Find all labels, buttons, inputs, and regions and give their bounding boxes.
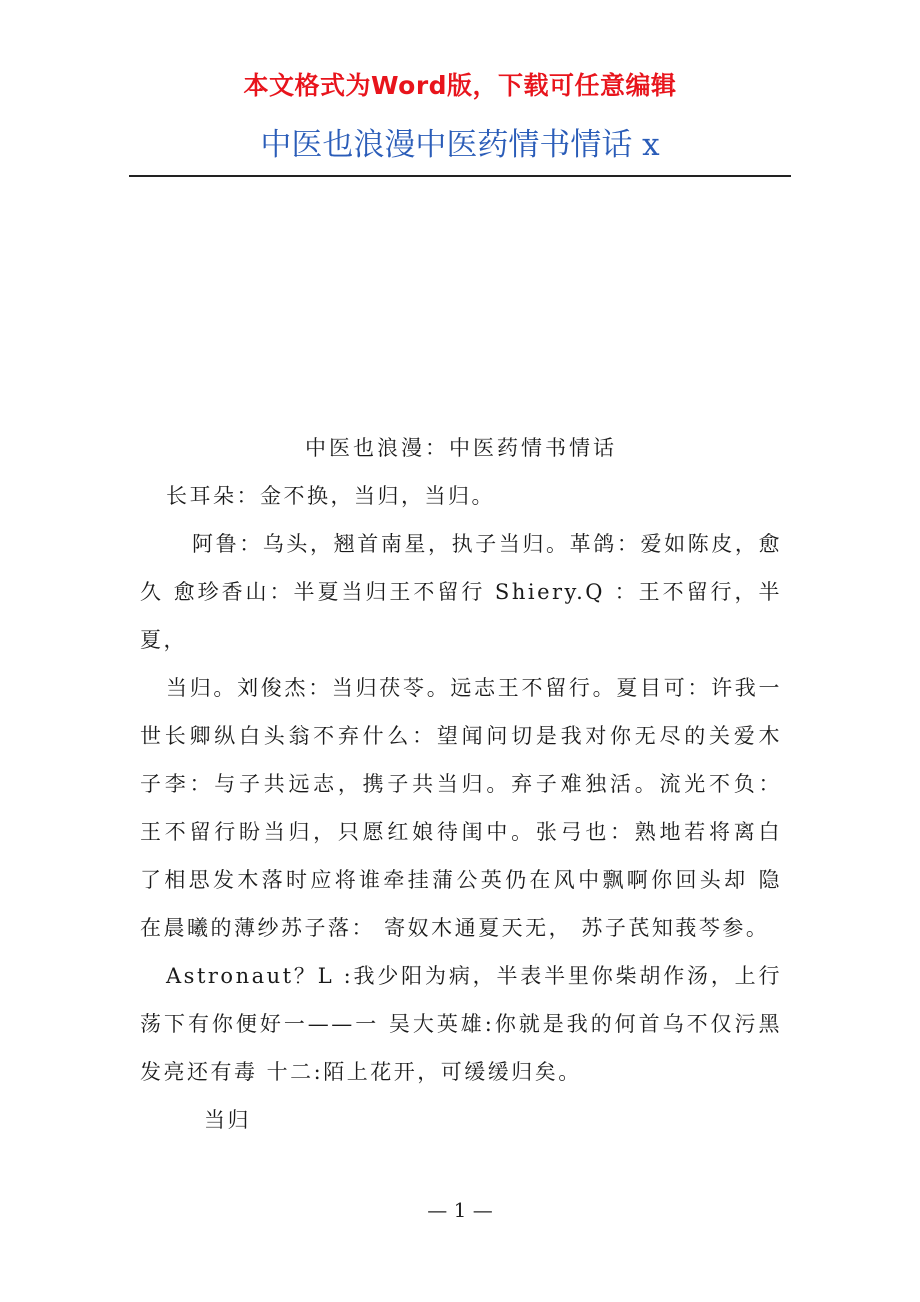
paragraph-5: 当归 [204, 1108, 251, 1132]
document-title: 中医也浪漫中医药情书情话 x [260, 127, 660, 163]
paragraph-4: Astronaut？L :我少阳为病，半表半里你柴胡作汤，上行荡下有你便好一——一 吴大英雄:你就是我的何首乌不仅污黑发亮还有毒 十二:陌上花开，可缓缓归矣。 [140, 964, 782, 1084]
paragraph-2: 阿鲁：乌头，翘首南星，执子当归。革鸽：爱如陈皮，愈久 愈珍香山：半夏当归王不留行 Shiery.Q ：王不留行，半夏， [140, 532, 782, 652]
paragraph-3: 当归。刘俊杰：当归茯苓。远志王不留行。夏目可：许我一 世长卿纵白头翁不弃什么：望闻问切是我对你无尽的关爱木 子李：与子共远志，携子共当归。弃子难独活。流光不负： 王不留行盼当归，只愿红娘待闺中。张弓也：熟地若将离白 了相思发木落时应将谁牵挂蒲公英仍在风中飘啊你回头却 隐在晨曦的薄纱苏子落： 寄奴木通夏天无， 苏子芪知莪芩参。 [140, 676, 782, 940]
page-number: — 1 — [427, 1198, 493, 1222]
article-heading: 中医也浪漫：中医药情书情话 [305, 436, 617, 460]
download-banner: 本文格式为Word版，下载可任意编辑 [243, 71, 677, 100]
paragraph-1: 长耳朵：金不换，当归，当归。 [166, 484, 495, 508]
header-rule [129, 175, 791, 177]
article-body [140, 424, 782, 1144]
